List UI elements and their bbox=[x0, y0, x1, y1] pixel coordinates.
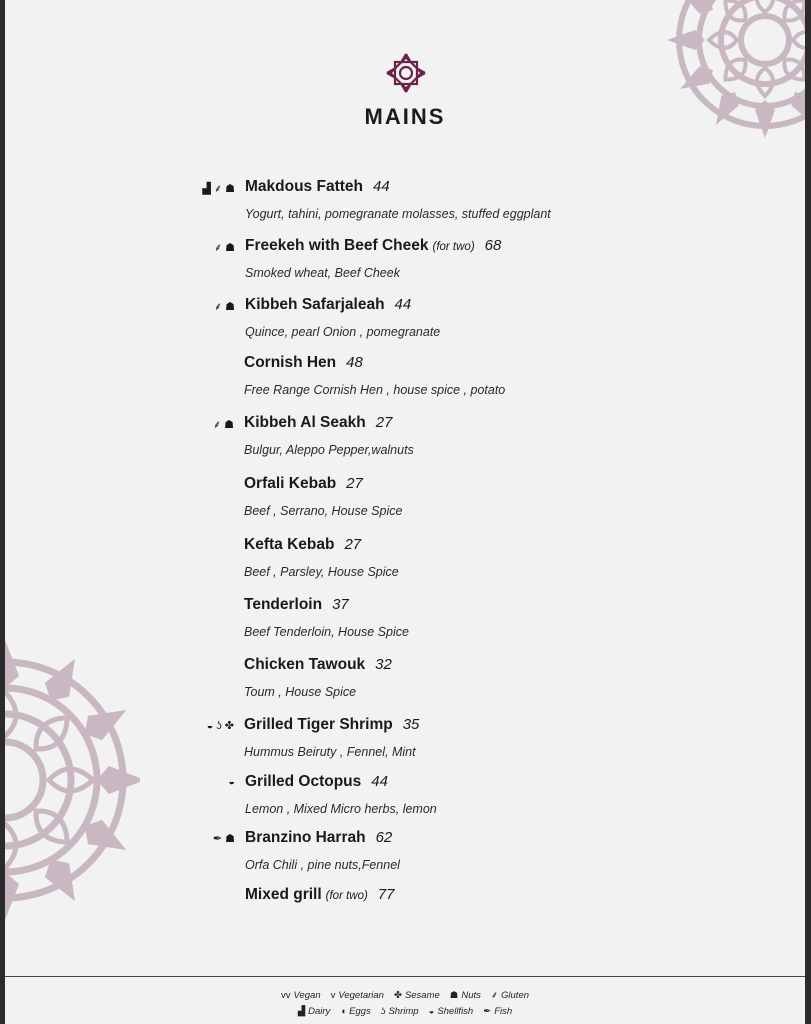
dish-description: Smoked wheat, Beef Cheek bbox=[245, 266, 400, 280]
serving-note: (for two) bbox=[432, 241, 475, 253]
menu-item-name bbox=[244, 656, 392, 674]
dish-description: Lemon , Mixed Micro herbs, lemon bbox=[245, 802, 437, 816]
dish-price: 27 bbox=[375, 414, 393, 431]
legend-entry-shellfish bbox=[429, 1006, 474, 1017]
dish-name: Grilled Octopus bbox=[245, 773, 362, 790]
dish-price: 27 bbox=[344, 536, 362, 553]
legend-label: Sesame bbox=[404, 990, 440, 1001]
dish-name: Tenderloin bbox=[244, 596, 323, 613]
gluten-icon: ⸙ bbox=[212, 419, 222, 431]
gluten-icon: ⸙ bbox=[490, 990, 499, 1001]
legend-entry-fish bbox=[483, 1006, 512, 1017]
dish-description: Free Range Cornish Hen , house spice , potato bbox=[244, 383, 506, 397]
allergen-legend-row-2 bbox=[5, 1006, 805, 1017]
gluten-icon: ⸙ bbox=[213, 183, 223, 195]
nuts-icon: ☗ bbox=[225, 301, 235, 313]
menu-item-name bbox=[245, 886, 395, 904]
restaurant-logo bbox=[385, 52, 427, 94]
legend-label: Vegetarian bbox=[338, 990, 384, 1001]
dish-name: Freekeh with Beef Cheek bbox=[245, 237, 429, 254]
menu-item-name bbox=[245, 178, 390, 196]
legend-label: Vegan bbox=[293, 990, 321, 1001]
allergen-icons bbox=[185, 240, 235, 255]
allergen-icons bbox=[184, 417, 234, 432]
vegan-icon: vv bbox=[280, 990, 291, 1001]
dairy-icon: ▟ bbox=[202, 183, 211, 195]
allergen-icons bbox=[184, 719, 234, 732]
vegetarian-icon: v bbox=[330, 990, 336, 1001]
shellfish-icon: ◒ bbox=[206, 720, 214, 732]
legend-entry-vegetarian bbox=[331, 990, 384, 1001]
dish-name: Kibbeh Al Seakh bbox=[244, 414, 366, 431]
menu-item-name bbox=[244, 716, 419, 734]
dish-description: Yogurt, tahini, pomegranate molasses, stuffed eggplant bbox=[245, 207, 551, 221]
dish-name: Cornish Hen bbox=[244, 354, 337, 371]
sesame-icon: ✤ bbox=[393, 990, 402, 1001]
legend-entry-nuts bbox=[450, 990, 481, 1001]
menu-item-name bbox=[245, 296, 411, 314]
menu-item-name bbox=[244, 354, 363, 372]
shrimp-icon: ʖ bbox=[216, 720, 222, 732]
dish-price: 35 bbox=[402, 716, 420, 733]
serving-note: (for two) bbox=[325, 890, 368, 902]
dish-name: Kefta Kebab bbox=[244, 536, 335, 553]
gluten-icon: ⸙ bbox=[213, 301, 223, 313]
dish-description: Bulgur, Aleppo Pepper,walnuts bbox=[244, 443, 414, 457]
legend-label: Shrimp bbox=[388, 1006, 419, 1017]
legend-entry-shrimp bbox=[381, 1006, 419, 1017]
dish-description: Orfa Chili , pine nuts,Fennel bbox=[245, 858, 400, 872]
legend-label: Fish bbox=[494, 1006, 513, 1017]
nuts-icon: ☗ bbox=[225, 833, 235, 845]
nuts-icon: ☗ bbox=[224, 419, 234, 431]
sesame-icon: ✤ bbox=[224, 720, 234, 732]
dish-name: Kibbeh Safarjaleah bbox=[245, 296, 385, 313]
legend-entry-dairy bbox=[298, 1006, 330, 1017]
legend-entry-vegan bbox=[281, 990, 321, 1001]
dish-name: Makdous Fatteh bbox=[245, 178, 363, 195]
dish-price: 77 bbox=[377, 886, 395, 903]
dish-price: 44 bbox=[394, 296, 412, 313]
allergen-icons bbox=[185, 299, 235, 314]
dish-name: Chicken Tawouk bbox=[244, 656, 366, 673]
dish-name: Branzino Harrah bbox=[245, 829, 366, 846]
legend-label: Dairy bbox=[308, 1006, 331, 1017]
dairy-icon: ▟ bbox=[297, 1006, 306, 1017]
legend-entry-sesame bbox=[394, 990, 440, 1001]
fish-icon: ✒ bbox=[212, 833, 223, 845]
legend-label: Gluten bbox=[501, 990, 530, 1001]
allergen-icons bbox=[185, 181, 235, 196]
menu-item-name bbox=[244, 536, 361, 554]
dish-price: 32 bbox=[375, 656, 392, 673]
dish-price: 44 bbox=[372, 178, 390, 195]
section-title: MAINS bbox=[364, 104, 446, 129]
menu-item-name bbox=[244, 596, 349, 614]
dish-name: Grilled Tiger Shrimp bbox=[244, 716, 393, 733]
menu-item-name bbox=[244, 475, 363, 493]
menu-item-name bbox=[244, 414, 392, 432]
dish-price: 27 bbox=[346, 475, 363, 492]
allergen-icons bbox=[185, 832, 235, 845]
dish-description: Beef Tenderloin, House Spice bbox=[244, 625, 409, 639]
dish-price: 44 bbox=[371, 773, 388, 790]
nuts-icon: ☗ bbox=[225, 242, 235, 254]
fish-icon: ✒ bbox=[483, 1006, 492, 1017]
shrimp-icon: ʖ bbox=[380, 1006, 386, 1017]
legend-label: Nuts bbox=[461, 990, 481, 1001]
footer-divider bbox=[5, 976, 805, 977]
menu-item-name bbox=[245, 237, 501, 255]
shellfish-icon: ◒ bbox=[228, 776, 235, 788]
allergen-icons bbox=[185, 776, 235, 788]
dish-description: Hummus Beiruty , Fennel, Mint bbox=[244, 745, 416, 759]
menu-item-name bbox=[245, 773, 388, 791]
gluten-icon: ⸙ bbox=[213, 242, 223, 254]
dish-price: 68 bbox=[484, 237, 502, 254]
dish-description: Beef , Serrano, House Spice bbox=[244, 504, 403, 518]
dish-description: Quince, pearl Onion , pomegranate bbox=[245, 325, 441, 339]
menu-page bbox=[5, 0, 805, 1024]
eggs-icon: ◖ bbox=[340, 1006, 347, 1017]
legend-entry-gluten bbox=[491, 990, 529, 1001]
dish-price: 37 bbox=[332, 596, 349, 613]
menu-item-name bbox=[245, 829, 392, 847]
dish-description: Beef , Parsley, House Spice bbox=[244, 565, 399, 579]
legend-label: Eggs bbox=[349, 1006, 371, 1017]
allergen-legend-row-1 bbox=[5, 988, 805, 1001]
dish-description: Toum , House Spice bbox=[244, 685, 357, 699]
nuts-icon: ☗ bbox=[225, 183, 235, 195]
dish-price: 48 bbox=[346, 354, 363, 371]
dish-price: 62 bbox=[375, 829, 393, 846]
nuts-icon: ☗ bbox=[449, 990, 459, 1001]
shellfish-icon: ◒ bbox=[428, 1006, 435, 1017]
legend-entry-eggs bbox=[340, 1006, 370, 1017]
legend-label: Shellfish bbox=[437, 1006, 474, 1017]
mandala-ornament-left bbox=[5, 630, 140, 930]
dish-name: Mixed grill bbox=[245, 886, 322, 903]
dish-name: Orfali Kebab bbox=[244, 475, 337, 492]
